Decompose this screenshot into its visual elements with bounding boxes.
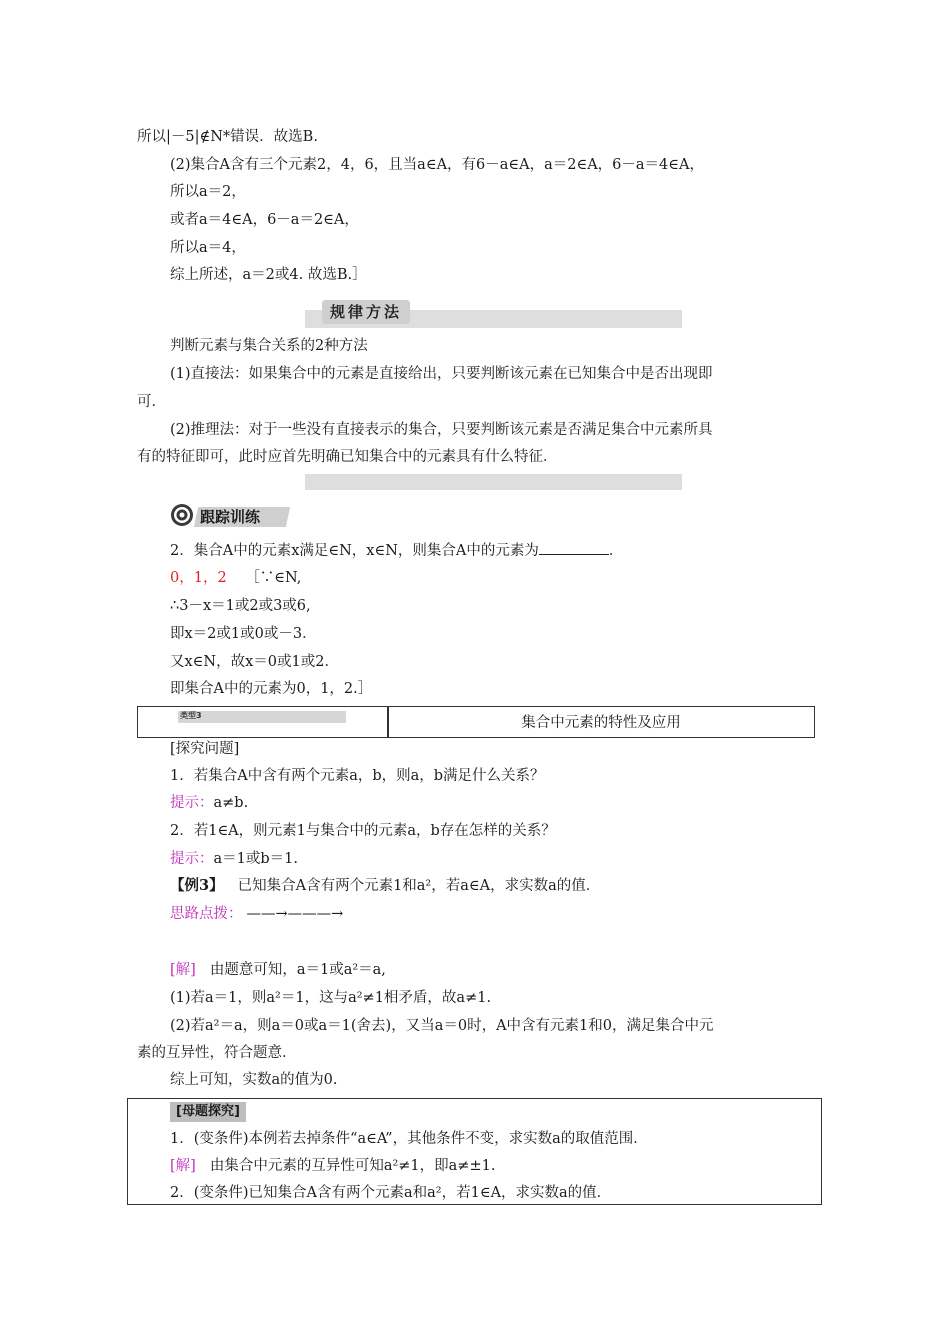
type-tag-bar	[178, 711, 346, 723]
arrow-diagram: ——→———→	[246, 906, 344, 922]
mother-tag-line	[170, 1101, 246, 1122]
answer-text: 0，1，2	[170, 570, 227, 586]
text-line: [探究问题]	[170, 741, 240, 757]
text-line: 即x＝2或1或0或－3．	[170, 626, 317, 642]
example-line	[170, 876, 600, 896]
text-line: (2)推理法：对于一些没有直接表示的集合，只要判断该元素是否满足集合中元素所具	[170, 422, 713, 438]
target-icon	[170, 503, 194, 527]
method-header: 规律方法	[322, 300, 410, 324]
hint-text: a＝1或b＝1.	[213, 851, 298, 867]
question-line	[170, 540, 623, 561]
hint-line	[170, 904, 343, 924]
text-line: 或者a＝4∈A，6－a＝2∈A，	[170, 212, 359, 228]
hint-line	[170, 793, 248, 813]
text-line: 所以a＝4，	[170, 240, 246, 256]
text-line: 1．若集合A中含有两个元素a，b，则a，b满足什么关系？	[170, 768, 545, 784]
text-line: 2．(变条件)已知集合A含有两个元素a和a²，若1∈A，求实数a的值．	[170, 1185, 612, 1201]
text-line: ∴3－x＝1或2或3或6,	[170, 598, 311, 614]
solution-text: 由题意可知，a＝1或a²＝a,	[209, 962, 386, 978]
solution-label: [解]	[170, 962, 196, 978]
text-line: 即集合A中的元素为0，1，2.］	[170, 681, 373, 697]
text-line: (1)若a＝1，则a²＝1，这与a²≠1相矛盾，故a≠1.	[170, 990, 492, 1006]
hint-label: 提示：	[170, 795, 214, 811]
mother-tag: [母题探究]	[170, 1102, 246, 1122]
text-line: (2)若a²＝a，则a＝0或a＝1(舍去)，又当a＝0时，A中含有元素1和0，满足集合中元	[170, 1018, 714, 1034]
solution-label: [解]	[170, 1158, 196, 1174]
text-line: 所以|－5|∉N*错误．故选B.	[137, 129, 318, 145]
text-line: (2)集合A含有三个元素2，4，6，且当a∈A，有6－a∈A，a＝2∈A，6－a＝4∈A，	[170, 157, 704, 173]
text-line: 综上所述，a＝2或4. 故选B.］	[170, 267, 367, 283]
hint-label: 思路点拨：	[170, 906, 243, 922]
answer-line	[170, 568, 301, 588]
text-line: 又x∈N，故x＝0或1或2．	[170, 654, 339, 670]
type-tag: 类型3	[180, 711, 202, 720]
type-title: 集合中元素的特性及应用	[521, 715, 681, 731]
type-title-cell	[387, 706, 815, 738]
question-text: 2．集合A中的元素x满足∈N，x∈N，则集合A中的元素为	[170, 543, 539, 559]
example-label: 【例3】	[170, 877, 224, 894]
hint-label: 提示：	[170, 851, 214, 867]
section-bar	[305, 474, 682, 490]
answer-explanation: ［∵∈N,	[245, 570, 302, 586]
text-line: 所以a＝2，	[170, 184, 246, 200]
text-line: 素的互异性，符合题意．	[137, 1045, 297, 1061]
text-line: 2．若1∈A，则元素1与集合中的元素a，b存在怎样的关系？	[170, 823, 556, 839]
hint-line	[170, 849, 298, 869]
text-line: 可．	[137, 394, 166, 410]
text-line: (1)直接法：如果集合中的元素是直接给出，只要判断该元素在已知集合中是否出现即	[170, 366, 713, 382]
example-text: 已知集合A含有两个元素1和a²，若a∈A，求实数a的值．	[237, 878, 601, 894]
type-cell	[137, 706, 389, 738]
text-line: 1．(变条件)本例若去掉条件“a∈A”，其他条件不变，求实数a的取值范围．	[170, 1131, 648, 1147]
solution-line	[170, 1156, 495, 1176]
training-header: 跟踪训练	[200, 508, 261, 526]
text-line: 有的特征即可，此时应首先明确已知集合中的元素具有什么特征．	[137, 449, 558, 465]
answer-blank	[539, 540, 609, 555]
text-line: 综上可知，实数a的值为0.	[170, 1072, 338, 1088]
solution-line	[170, 960, 386, 980]
solution-text: 由集合中元素的互异性可知a²≠1，即a≠±1.	[209, 1158, 496, 1174]
hint-text: a≠b.	[213, 795, 249, 811]
question-end: ．	[608, 543, 624, 559]
text-line: 判断元素与集合关系的2种方法	[170, 338, 368, 354]
